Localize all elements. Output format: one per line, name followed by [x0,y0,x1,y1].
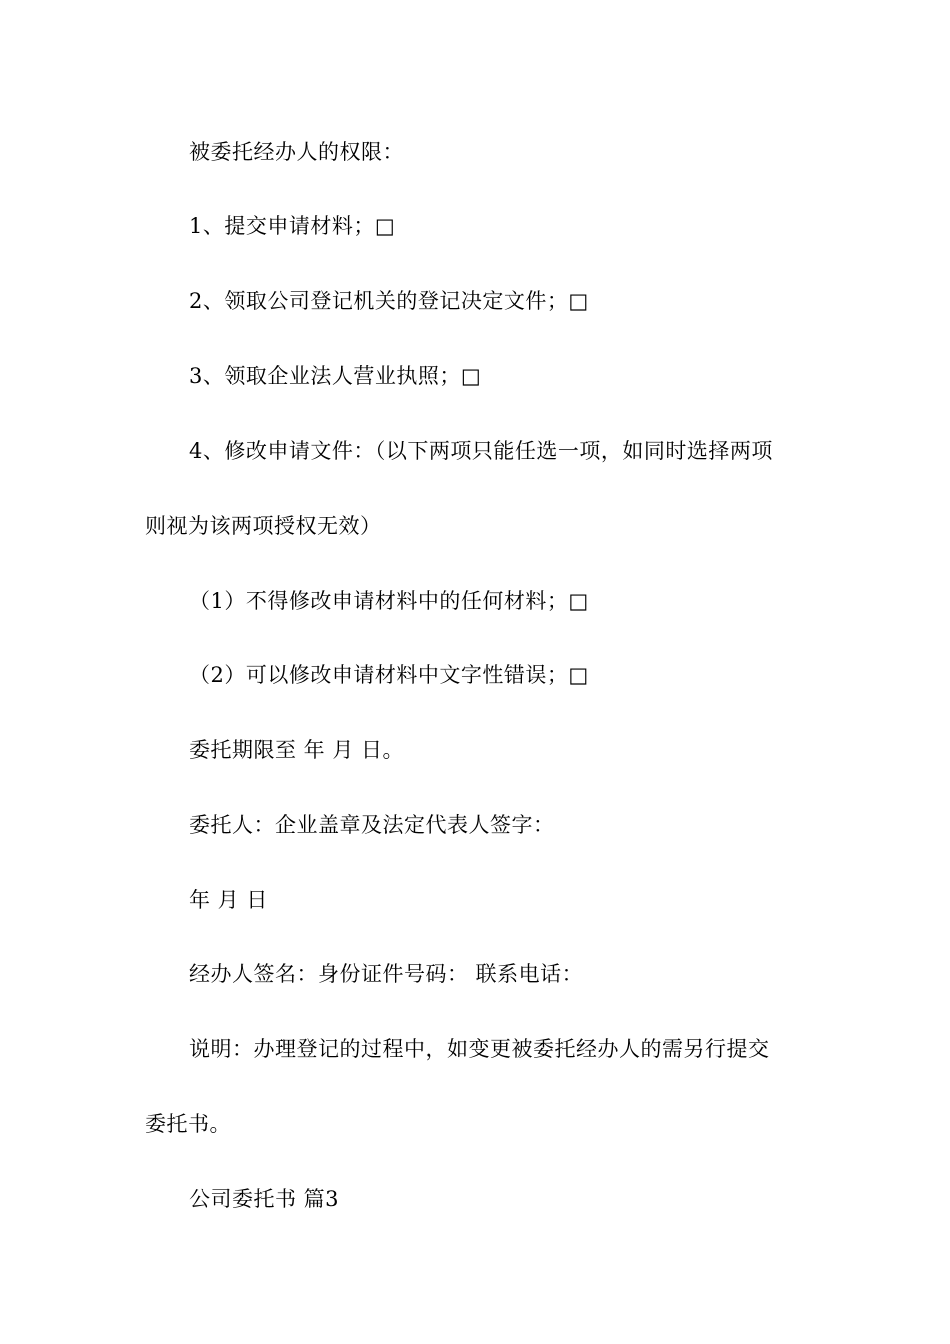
term-line: 委托期限至 年 月 日。 [189,738,405,762]
agent-signature-line: 经办人签名：身份证件号码： 联系电话： [189,962,584,986]
authority-item-4: 4、修改申请文件：（以下两项只能任选一项，如同时选择两项 [189,439,773,463]
authority-heading: 被委托经办人的权限： [189,140,404,164]
authority-item-4-continued: 则视为该两项授权无效） [145,514,382,538]
authority-item-1: 1、提交申请材料；□ [189,214,396,238]
authority-subitem-1: （1）不得修改申请材料中的任何材料；□ [189,589,589,613]
authority-subitem-2: （2）可以修改申请材料中文字性错误；□ [189,663,589,687]
principal-signature-line: 委托人：企业盖章及法定代表人签字： [189,813,555,837]
authority-item-3: 3、领取企业法人营业执照；□ [189,364,482,388]
note-line: 说明：办理登记的过程中，如变更被委托经办人的需另行提交 [189,1037,770,1061]
date-line: 年 月 日 [189,888,268,912]
section-heading: 公司委托书 篇3 [189,1187,340,1211]
authority-item-2: 2、领取公司登记机关的登记决定文件；□ [189,289,589,313]
note-line-continued: 委托书。 [145,1112,231,1136]
